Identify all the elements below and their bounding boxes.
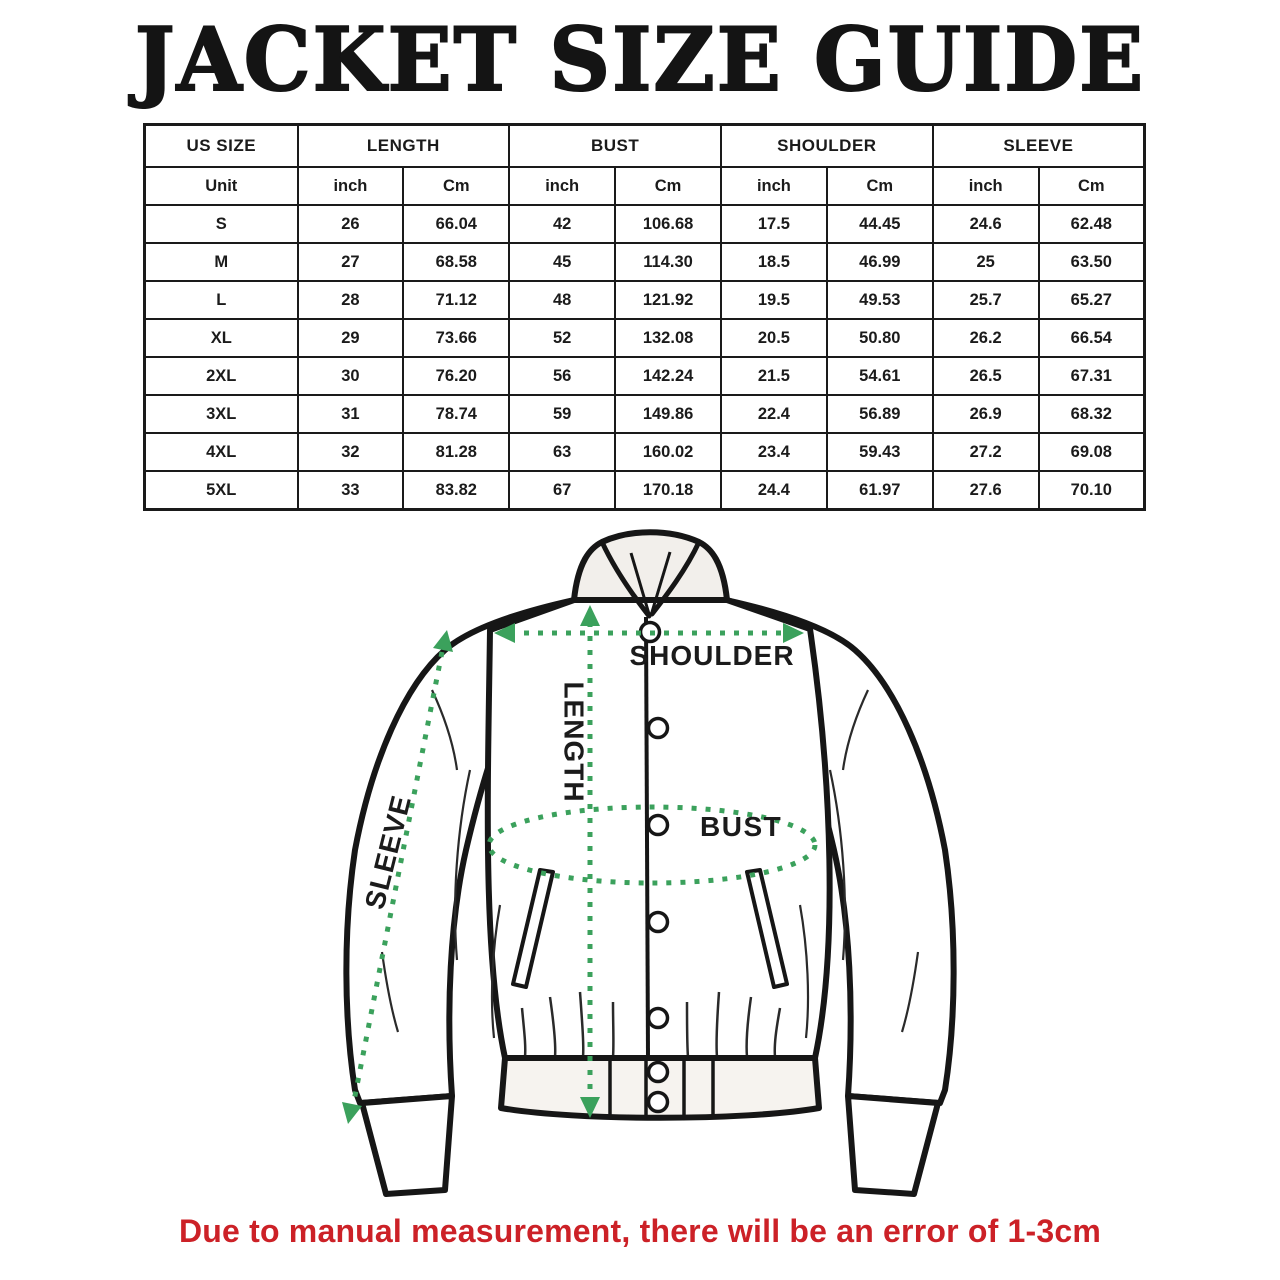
value-cell: 49.53 [827,281,933,319]
unit-cell: inch [721,167,827,205]
size-cell: 5XL [145,471,298,510]
value-cell: 44.45 [827,205,933,243]
value-cell: 22.4 [721,395,827,433]
unit-cell: Cm [827,167,933,205]
value-cell: 121.92 [615,281,721,319]
value-cell: 73.66 [403,319,509,357]
table-row-2xl [145,357,1145,395]
value-cell: 48 [509,281,615,319]
value-cell: 59 [509,395,615,433]
value-cell: 66.04 [403,205,509,243]
value-cell: 56 [509,357,615,395]
value-cell: 28 [298,281,404,319]
value-cell: 30 [298,357,404,395]
value-cell: 24.4 [721,471,827,510]
value-cell: 24.6 [933,205,1039,243]
header-shoulder: SHOULDER [721,125,933,168]
value-cell: 142.24 [615,357,721,395]
value-cell: 132.08 [615,319,721,357]
value-cell: 26.2 [933,319,1039,357]
size-cell: XL [145,319,298,357]
table-unit-row [145,167,1145,205]
value-cell: 76.20 [403,357,509,395]
value-cell: 61.97 [827,471,933,510]
size-cell: S [145,205,298,243]
measure-shoulder-label: SHOULDER [629,640,795,671]
value-cell: 81.28 [403,433,509,471]
jacket-button [649,816,668,835]
value-cell: 69.08 [1039,433,1145,471]
value-cell: 25.7 [933,281,1039,319]
value-cell: 21.5 [721,357,827,395]
measure-sleeve-label: SLEEVE [358,791,418,913]
unit-label-cell: Unit [145,167,298,205]
value-cell: 25 [933,243,1039,281]
value-cell: 45 [509,243,615,281]
value-cell: 52 [509,319,615,357]
size-cell: 2XL [145,357,298,395]
measure-length-label: LENGTH [558,681,590,803]
jacket-button [649,719,668,738]
value-cell: 66.54 [1039,319,1145,357]
value-cell: 50.80 [827,319,933,357]
value-cell: 26 [298,205,404,243]
value-cell: 31 [298,395,404,433]
header-bust: BUST [509,125,721,168]
value-cell: 33 [298,471,404,510]
size-cell: M [145,243,298,281]
size-cell: 4XL [145,433,298,471]
value-cell: 46.99 [827,243,933,281]
value-cell: 114.30 [615,243,721,281]
header-length: LENGTH [298,125,510,168]
page-title: JACKET SIZE GUIDE [134,8,1146,111]
jacket-button [649,1093,668,1112]
table-row-5xl [145,471,1145,510]
value-cell: 29 [298,319,404,357]
size-table [143,123,1146,511]
unit-cell: Cm [1039,167,1145,205]
value-cell: 18.5 [721,243,827,281]
value-cell: 26.9 [933,395,1039,433]
unit-cell: inch [509,167,615,205]
value-cell: 54.61 [827,357,933,395]
value-cell: 26.5 [933,357,1039,395]
table-row-l [145,281,1145,319]
value-cell: 170.18 [615,471,721,510]
table-row-m [145,243,1145,281]
value-cell: 70.10 [1039,471,1145,510]
jacket-button [649,1009,668,1028]
header-us-size: US SIZE [145,125,298,168]
unit-cell: Cm [615,167,721,205]
unit-cell: inch [298,167,404,205]
value-cell: 27.2 [933,433,1039,471]
value-cell: 63 [509,433,615,471]
value-cell: 65.27 [1039,281,1145,319]
value-cell: 19.5 [721,281,827,319]
table-row-xl [145,319,1145,357]
value-cell: 63.50 [1039,243,1145,281]
value-cell: 78.74 [403,395,509,433]
measure-bust-label: BUST [700,811,783,842]
table-row-3xl [145,395,1145,433]
value-cell: 23.4 [721,433,827,471]
value-cell: 106.68 [615,205,721,243]
value-cell: 32 [298,433,404,471]
jacket-diagram [330,520,990,1200]
measure-sleeve-arrow-top [433,630,453,652]
value-cell: 20.5 [721,319,827,357]
unit-cell: Cm [403,167,509,205]
size-cell: 3XL [145,395,298,433]
disclaimer-text: Due to manual measurement, there will be an error of 1-3cm [178,1213,1102,1249]
header-sleeve: SLEEVE [933,125,1145,168]
value-cell: 68.32 [1039,395,1145,433]
value-cell: 27.6 [933,471,1039,510]
value-cell: 17.5 [721,205,827,243]
value-cell: 83.82 [403,471,509,510]
jacket-left-cuff [362,1096,452,1194]
value-cell: 68.58 [403,243,509,281]
value-cell: 149.86 [615,395,721,433]
jacket-button [649,913,668,932]
table-row-s [145,205,1145,243]
value-cell: 160.02 [615,433,721,471]
table-row-4xl [145,433,1145,471]
value-cell: 67.31 [1039,357,1145,395]
unit-cell: inch [933,167,1039,205]
value-cell: 59.43 [827,433,933,471]
jacket-button [649,1063,668,1082]
value-cell: 67 [509,471,615,510]
value-cell: 56.89 [827,395,933,433]
size-cell: L [145,281,298,319]
value-cell: 27 [298,243,404,281]
jacket-right-cuff [848,1096,938,1194]
jacket-diagram-svg [330,520,990,1200]
value-cell: 71.12 [403,281,509,319]
jacket-placket-line [646,617,648,1058]
jacket-collar [574,532,727,600]
value-cell: 62.48 [1039,205,1145,243]
table-header-row [145,125,1145,168]
value-cell: 42 [509,205,615,243]
